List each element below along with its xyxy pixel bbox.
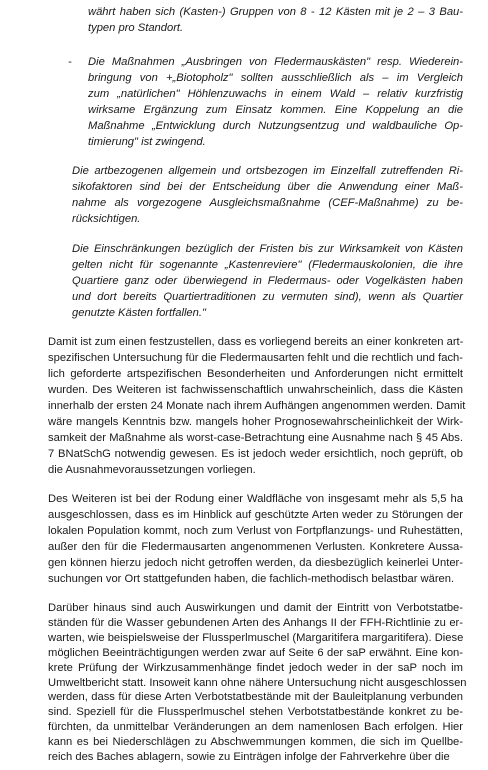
text-line: währt haben sich (Kasten-) Gruppen von 8 - 12 Kästen mit je 2 – 3 Bau- <box>88 6 463 18</box>
text-line: ausgeschlossen, dass es im Hinblick auf geschützte Arten weder zu Störungen der <box>48 509 463 521</box>
text-line: nahme als vorgezogene Ausgleichsmaßnahme (CEF-Maßnahme) zu be- <box>72 197 463 209</box>
text-line: sind. Speziell für die Flussperlmuschel stehen Verbotstatbestände konkret zu be- <box>48 706 463 719</box>
text-line: Quartiere ganz oder überwiegend in Fledermaus- oder Vogelkästen haben <box>72 275 463 287</box>
text-line: Darüber hinaus sind auch Auswirkungen und damit der Eintritt von Verbotstatbe- <box>48 602 463 614</box>
text-line: ständen für die Wasser gebundenen Arten des Anhangs II der FFH-Richtlinie zu er- <box>48 616 463 629</box>
text-line: die Ausnahmevoraussetzungen vorliegen. <box>48 464 256 476</box>
text-line: timierung" ist zwingend. <box>88 136 206 148</box>
text-line: Damit ist zum einen festzustellen, dass es vorliegend bereits an einer konkreten art- <box>48 336 464 348</box>
text-line: Umweltbericht statt. Insoweit kann ohne nähere Untersuchung nicht ausgeschlossen <box>48 676 467 689</box>
bullet-dash: - <box>68 56 72 68</box>
text-line: außer den für die Fledermausarten angenommenen Verlusten. Konkretere Aussa- <box>48 541 463 553</box>
text-line: rücksichtigen. <box>72 213 141 225</box>
text-line: werden, dass für diese Arten Verbotstatbestände mit der Bauleitplanung verbunden <box>48 691 463 704</box>
text-line: gen können hierzu jedoch nicht getroffen werden, da diesbezüglich keinerlei Unter- <box>48 557 463 569</box>
text-line: typen pro Standort. <box>88 22 184 34</box>
text-line: sikofaktoren sind bei der Entscheidung über die Anwendung einer Maß- <box>72 181 463 193</box>
text-line: Die Einschränkungen bezüglich der Fristen bis zur Wirksamkeit von Kästen <box>72 243 463 255</box>
text-line: suchungen vor Ort stattgefunden haben, die fachlich-methodisch belastbar wären. <box>48 573 455 585</box>
text-line: lokalen Population kommt, noch zum Verlust von Fortpflanzungs- und Ruhestätten, <box>48 525 463 537</box>
text-line: Maßnahme „Entwicklung durch Nutzungsentzug und waldbauliche Op- <box>88 120 463 132</box>
text-line: zum „natürlichen" Höhlenzuwachs in einem Wald – relativ kurzfristig <box>88 88 463 100</box>
text-line: gelten nicht für sogenannte „Kastenreviere" (Fledermauskolonien, die ihre <box>72 259 463 271</box>
text-line: genutzte Kästen fortfallen." <box>72 307 206 319</box>
text-line: Die Maßnahmen „Ausbringen von Fledermauskästen" resp. Wiederein- <box>88 56 463 68</box>
text-line: samkeit der Maßnahme als worst-case-Betrachtung eine Ausnahme nach § 45 Abs. <box>48 432 463 444</box>
text-line: bringung von +„Biotopholz" sollten ausschließlich als – im Vergleich <box>88 72 463 84</box>
text-line: und dort bereits Quartiertraditionen zu vermuten sind), wenn als Quartier <box>72 291 463 303</box>
text-line: lich geforderte artspezifischen Besonderheiten und Anforderungen nicht ermittelt <box>48 368 463 380</box>
text-line-overflow: reich des Baches ablagern, sowie zu Einträgen infolge der Fahrverkehre über die <box>48 751 450 763</box>
text-line: möglichen Beeinträchtigungen werden zwar auf Seite 6 der saP erwähnt. Eine kon- <box>48 646 463 659</box>
text-line: 7 BNatSchG notwendig gewesen. Es ist jedoch weder ersichtlich, noch geprüft, ob <box>48 448 463 460</box>
text-line: krete Prüfung der Wirkzusammenhänge findet jedoch weder in der saP noch im <box>48 661 463 674</box>
text-line: innerhalb der ersten 24 Monate nach ihrem Aufhängen angenommen werden. Damit <box>48 400 466 412</box>
text-line: fürchten, da unmittelbar Veränderungen an dem namenlosen Bach erfolgen. Hier <box>48 721 463 734</box>
text-line: spezifischen Untersuchung für die Fledermausarten fehlt und die rechtlich und fach- <box>48 352 463 364</box>
text-line: kann es bei Niederschlägen zu Abschwemmungen kommen, die sich im Quellbe- <box>48 736 463 749</box>
text-line: Die artbezogenen allgemein und ortsbezogen im Einzelfall zutreffenden Ri- <box>72 165 463 177</box>
text-line: wirksame Ergänzung zum Einsatz kommen. Eine Koppelung an die <box>88 104 463 116</box>
text-line: Des Weiteren ist bei der Rodung einer Waldfläche von insgesamt mehr als 5,5 ha <box>48 493 463 505</box>
text-line: wäre mangels Kenntnis bzw. mangels hoher Prognosewahrscheinlichkeit der Wirk- <box>48 416 463 428</box>
text-line: warten, wie beispielsweise der Flussperlmuschel (Margaritifera margaritifera). Diese <box>48 631 464 644</box>
text-line: wurden. Des Weiteren ist fachwissenschaftlich unwahrscheinlich, dass die Kästen <box>48 384 463 396</box>
